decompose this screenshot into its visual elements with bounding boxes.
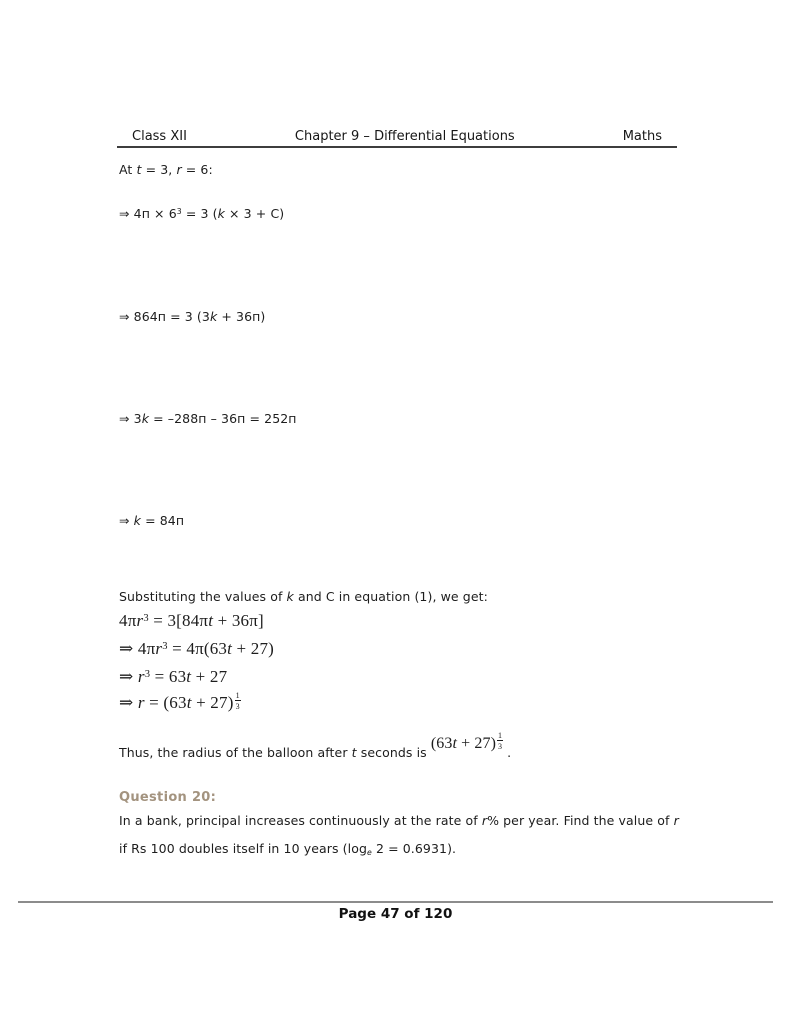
equation-line-2: ⇒ 864п = 3 (3k + 36п) [119, 309, 266, 324]
page-number-label: Page 47 of 120 [338, 906, 453, 922]
equation-line-1: ⇒ $4п \times 6^3 = 3$ (k × 3 + C) [119, 206, 285, 221]
header-chapter-title: Chapter 9 – Differential Equations [294, 129, 515, 144]
substituting-text-line: Substituting the values of k and C in equation (1), we get: [119, 589, 488, 604]
page-header [117, 130, 677, 148]
math-line-1: $4\pi r^3 = 3[84\pi t + 36\pi]$ [119, 611, 264, 630]
footer-rule [18, 901, 773, 903]
equation-line-3: ⇒ 3k = –288п – 36п = 252п [119, 411, 297, 426]
math-line-3: ⇒ $r^3 = 63t + 27$ [119, 667, 228, 686]
math-line-2: ⇒ $4\pi r^3 = 4\pi(63t + 27)$ [119, 639, 275, 658]
math-line-4: ⇒ r = (63t + 27) $\frac{1}{3}$ [119, 691, 240, 712]
question-heading: Question 20: [119, 790, 217, 805]
question-text-line-2: if Rs 100 doubles itself in 10 years (loge 2 = 0.6931). [119, 841, 457, 858]
header-class-label: Class XII [132, 129, 187, 144]
body-line-at-t3: At t = 3, r = 6: [119, 162, 213, 177]
question-text-line-1: In a bank, principal increases continuously at the rate of r% per year. Find the value of r [119, 813, 679, 828]
equation-line-4: ⇒ k = 84п [119, 513, 185, 528]
conclusion-text-line: Thus, the radius of the balloon after t seconds is (63t + 27) $\frac{1}{3}$ . [119, 731, 512, 760]
header-course-label: Maths [622, 129, 662, 144]
